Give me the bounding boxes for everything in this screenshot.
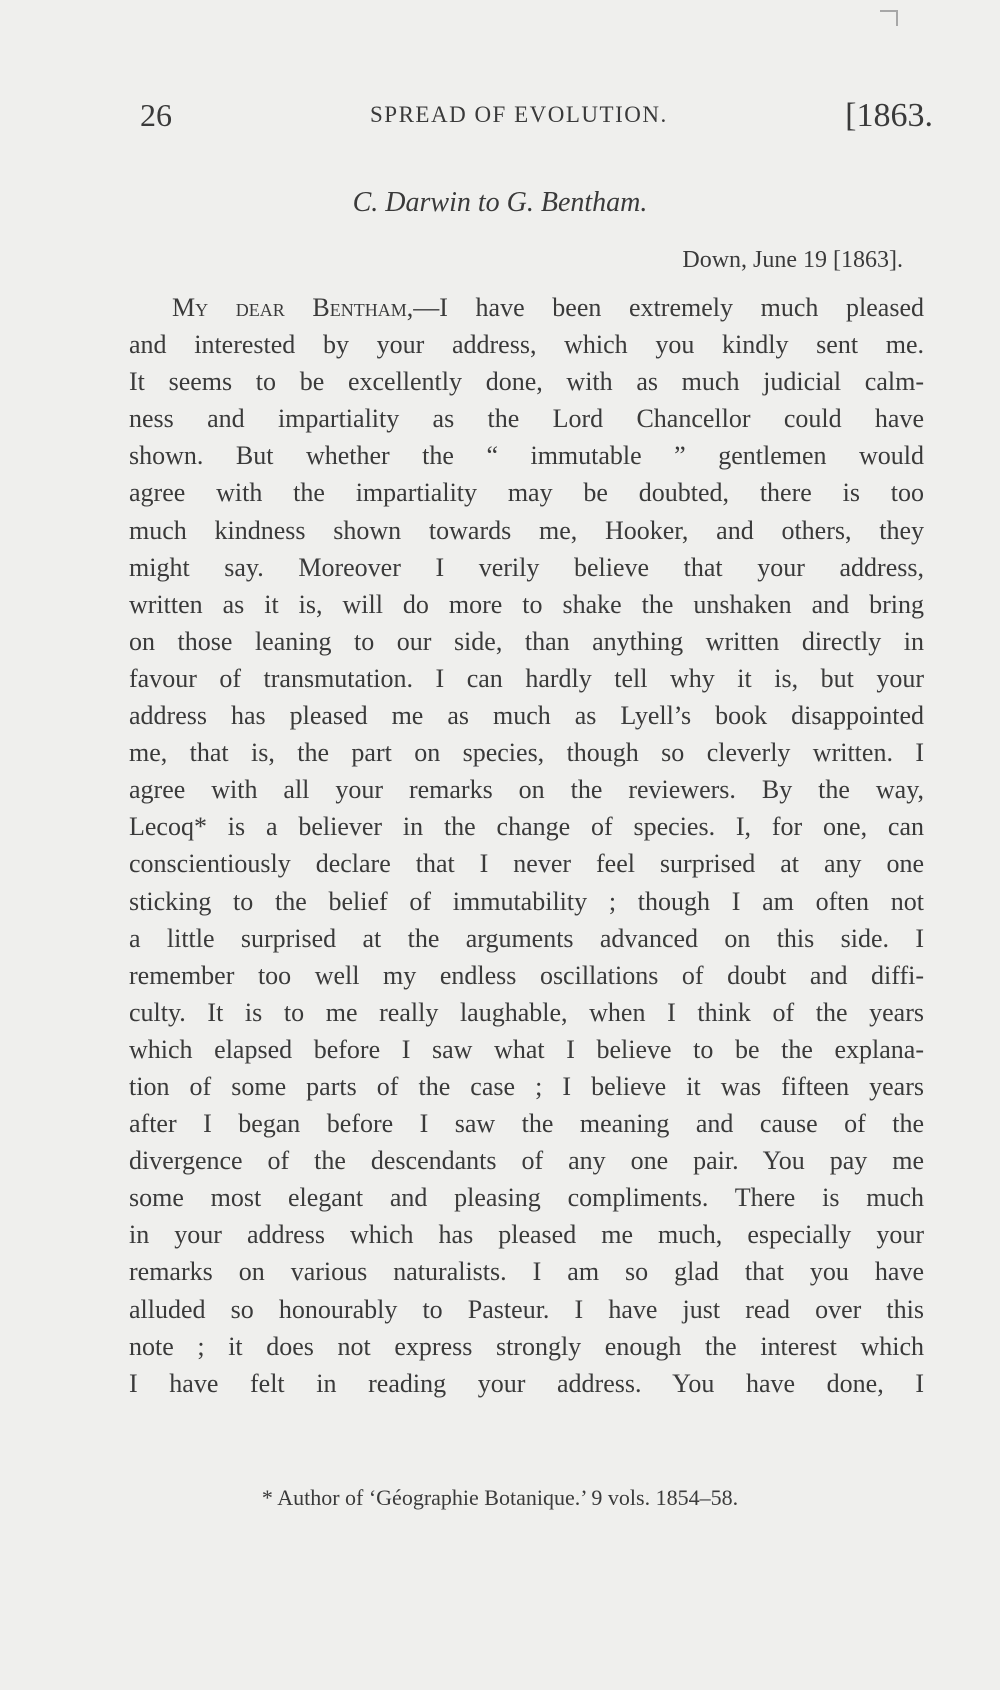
letter-line: might say. Moreover I verily believe that your address, [129, 552, 924, 582]
letter-line: sticking to the belief of immutability ; though I am often not [129, 886, 924, 916]
letter-line: a little surprised at the arguments advanced on this side. I [129, 923, 924, 953]
letter-line: written as it is, will do more to shake the unshaken and bring [129, 589, 924, 619]
letter-line: agree with the impartiality may be doubted, there is too [129, 478, 924, 508]
letter-line: favour of transmutation. I can hardly tell why it is, but your [129, 663, 924, 693]
letter-line: It seems to be excellently done, with as much judicial calm- [129, 367, 924, 397]
letter-line: conscientiously declare that I never feel surprised at any one [129, 849, 924, 879]
letter-line: much kindness shown towards me, Hooker, and others, they [129, 515, 924, 545]
letter-heading: C. Darwin to G. Bentham. [352, 187, 648, 218]
letter-line: and interested by your address, which you kindly sent me. [129, 330, 924, 360]
letter-body [129, 289, 924, 1402]
letter-line-text: —I have been extremely much pleased [413, 293, 924, 322]
letter-line: in your address which has pleased me much, especially your [129, 1220, 924, 1250]
letter-line: divergence of the descendants of any one pair. You pay me [129, 1146, 924, 1176]
running-title: SPREAD OF EVOLUTION. [370, 102, 668, 127]
letter-dateline: Down, June 19 [1863]. [682, 247, 903, 273]
letter-line: after I began before I saw the meaning and cause of the [129, 1109, 924, 1139]
letter-line: me, that is, the part on species, though so cleverly written. I [129, 738, 924, 768]
salutation: My dear Bentham, [172, 293, 414, 322]
letter-line: some most elegant and pleasing compliments. There is much [129, 1183, 924, 1213]
letter-line: ness and impartiality as the Lord Chancellor could have [129, 404, 924, 434]
letter-line: alluded so honourably to Pasteur. I have just read over this [129, 1294, 924, 1324]
letter-line: I have felt in reading your address. You have done, I [129, 1368, 924, 1398]
letter-line: culty. It is to me really laughable, when I think of the years [129, 997, 924, 1027]
running-year: [1863. [845, 97, 933, 134]
letter-line: on those leaning to our side, than anything written directly in [129, 626, 924, 656]
running-head [140, 92, 935, 142]
letter-line: tion of some parts of the case ; I believe it was fifteen years [129, 1071, 924, 1101]
letter-line: agree with all your remarks on the reviewers. By the way, [129, 775, 924, 805]
letter-line: address has pleased me as much as Lyell’s book disappointed [129, 701, 924, 731]
letter-line: Lecoq* is a believer in the change of species. I, for one, can [129, 812, 924, 842]
letter-line: remember too well my endless oscillations of doubt and diffi- [129, 960, 924, 990]
page-corner-mark [880, 10, 898, 26]
footnote: * Author of ‘Géographie Botanique.’ 9 vols. 1854–58. [261, 1485, 739, 1510]
letter-line: remarks on various naturalists. I am so glad that you have [129, 1257, 924, 1287]
letter-line: shown. But whether the “ immutable ” gentlemen would [129, 441, 924, 471]
letter-line: which elapsed before I saw what I believe to be the explana- [129, 1034, 924, 1064]
letter-line: note ; it does not express strongly enough the interest which [129, 1331, 924, 1361]
letter-line [129, 289, 924, 326]
page-number: 26 [140, 97, 172, 133]
